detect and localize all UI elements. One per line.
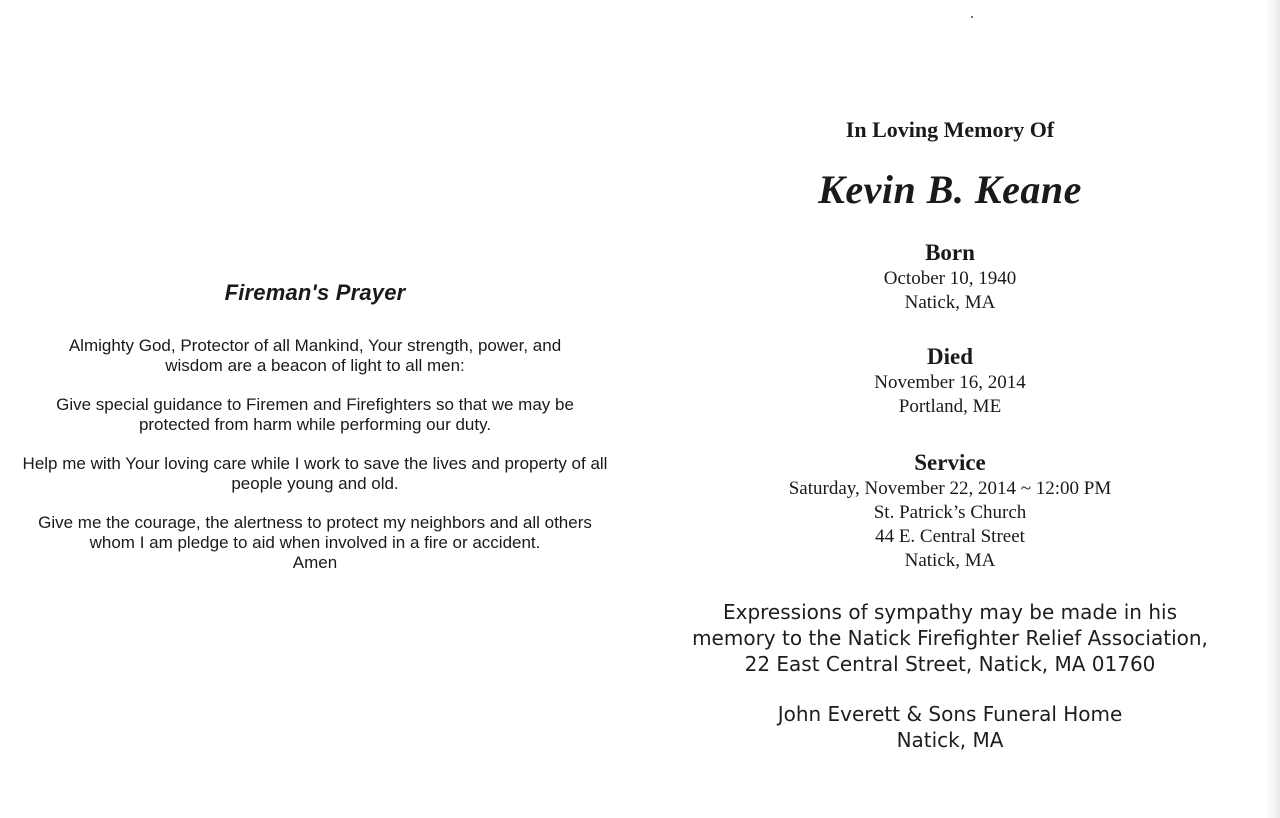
prayer-paragraph-1: Almighty God, Protector of all Mankind, Your strength, power, and wisdom are a beacon of light to all men: bbox=[68, 336, 562, 375]
service-section bbox=[650, 449, 1250, 573]
service-label: Service bbox=[914, 450, 986, 475]
funeral-home-name: John Everett & Sons Funeral Home bbox=[777, 702, 1123, 726]
sympathy-line-3: 22 East Central Street, Natick, MA 01760 bbox=[744, 652, 1156, 676]
memory-heading: In Loving Memory Of bbox=[845, 117, 1055, 142]
funeral-home-city: Natick, MA bbox=[896, 728, 1004, 752]
prayer-paragraph-4: Give me the courage, the alertness to protect my neighbors and all others whom I am pledge to aid when involved in a fire or accident. bbox=[38, 513, 592, 552]
died-place: Portland, ME bbox=[898, 396, 1002, 417]
died-label: Died bbox=[927, 344, 973, 369]
born-label: Born bbox=[925, 240, 975, 265]
died-date: November 16, 2014 bbox=[874, 372, 1026, 393]
deceased-name: Kevin B. Keane bbox=[818, 167, 1082, 212]
service-venue: St. Patrick’s Church bbox=[873, 502, 1027, 523]
born-section bbox=[650, 239, 1250, 315]
prayer-closing: Amen bbox=[292, 553, 338, 572]
sympathy-note bbox=[650, 599, 1250, 677]
born-date: October 10, 1940 bbox=[883, 268, 1017, 289]
service-street: 44 E. Central Street bbox=[875, 526, 1025, 547]
funeral-home bbox=[650, 701, 1250, 753]
prayer-title: Fireman's Prayer bbox=[224, 280, 406, 305]
service-city: Natick, MA bbox=[904, 550, 996, 571]
prayer-paragraph-3: Help me with Your loving care while I work to save the lives and property of all people young and old. bbox=[22, 454, 608, 493]
scan-speck bbox=[971, 16, 973, 18]
sympathy-line-2: memory to the Natick Firefighter Relief Association, bbox=[692, 626, 1208, 650]
page-edge bbox=[1266, 0, 1280, 818]
memorial-panel bbox=[650, 115, 1250, 753]
died-section bbox=[650, 343, 1250, 419]
born-place: Natick, MA bbox=[904, 292, 996, 313]
prayer-paragraph-2: Give special guidance to Firemen and Firefighters so that we may be protected from harm while performing our duty. bbox=[56, 395, 574, 434]
sympathy-line-1: Expressions of sympathy may be made in his bbox=[722, 600, 1177, 624]
prayer-panel bbox=[0, 280, 630, 573]
service-datetime: Saturday, November 22, 2014 ~ 12:00 PM bbox=[788, 478, 1112, 499]
